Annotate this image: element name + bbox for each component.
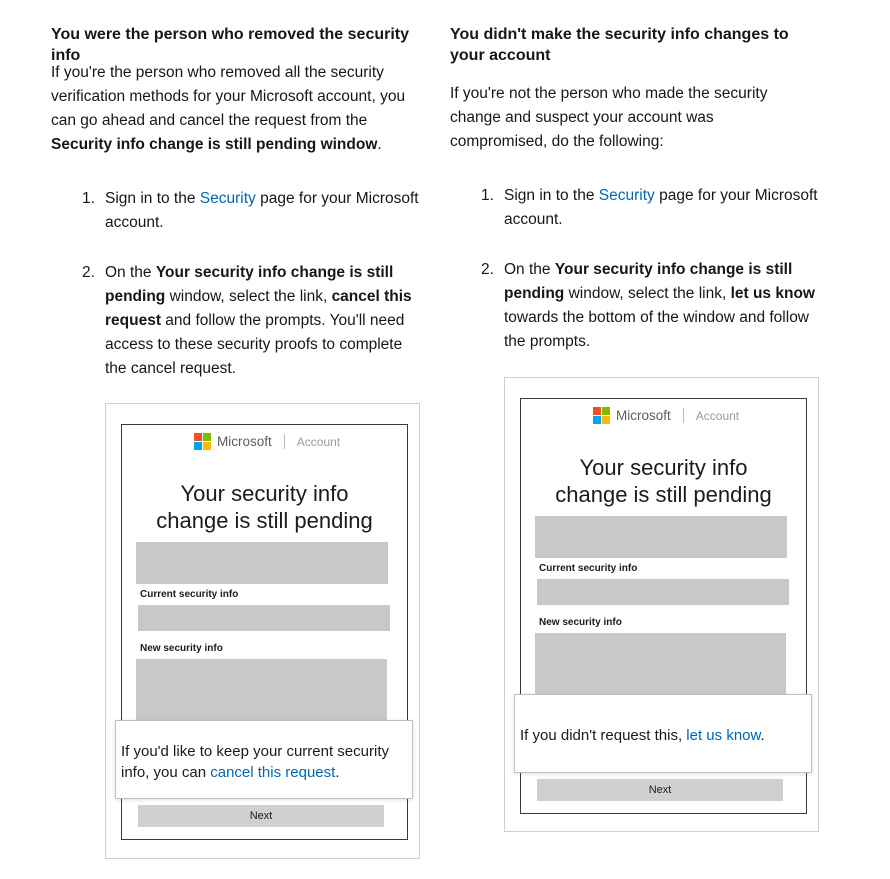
left-step-2-number: 2. — [82, 264, 95, 281]
left-current-label: Current security info — [140, 589, 239, 600]
left-brand-account: Account — [296, 434, 341, 449]
right-current-label: Current security info — [539, 563, 638, 574]
left-overlay-callout — [115, 720, 413, 799]
right-title-line-1: Your security info — [579, 455, 748, 480]
left-screenshot — [105, 403, 420, 859]
right-new-label: New security info — [539, 617, 622, 628]
right-intro: If you're not the person who made the security change and suspect your account was compromised, do the following: — [450, 85, 768, 150]
right-overlay-end: . — [760, 727, 765, 744]
right-step-2 — [450, 258, 822, 354]
left-new-field — [136, 659, 387, 723]
left-new-label: New security info — [140, 643, 223, 654]
right-overlay-text: If you didn't request this, — [520, 727, 687, 744]
right-screenshot — [504, 377, 819, 832]
left-step-2-t2: window, select the link, — [165, 288, 332, 305]
left-steps — [51, 187, 426, 381]
right-pending-title — [521, 454, 806, 508]
left-brand-name: Microsoft — [217, 434, 272, 449]
left-overlay-text: If you'd like to keep your current security info, you can — [121, 743, 389, 781]
right-security-link[interactable]: Security — [598, 187, 655, 204]
right-step-2-t1: On the — [504, 261, 555, 278]
left-intro — [51, 61, 421, 157]
right-step-2-number: 2. — [481, 261, 494, 278]
left-step-1-post: page for your Microsoft account. — [105, 190, 419, 231]
left-heading: You were the person who removed the security info — [51, 26, 410, 64]
left-step-2-t1: On the — [105, 264, 156, 281]
right-brand-separator — [683, 408, 684, 423]
right-heading: You didn't make the security info changes to your account — [450, 26, 789, 64]
right-step-2-t3: towards the bottom of the window and follow the prompts. — [504, 309, 810, 350]
right-overlay-callout — [514, 694, 812, 773]
left-title-line-1: Your security info — [180, 481, 349, 506]
microsoft-logo-icon — [593, 407, 610, 424]
left-brand-separator — [284, 434, 285, 449]
left-current-field — [138, 605, 390, 631]
right-step-2-b1: Your security info change is still pending — [504, 261, 793, 302]
left-step-1 — [51, 187, 426, 235]
right-step-1-post: page for your Microsoft account. — [504, 187, 818, 228]
right-new-field — [535, 633, 786, 697]
left-security-link[interactable]: Security — [199, 190, 256, 207]
microsoft-logo-icon — [194, 433, 211, 450]
left-intro-bold: Security info change is still pending window — [51, 136, 378, 153]
right-current-field — [537, 579, 789, 605]
left-title-line-2: change is still pending — [156, 508, 373, 533]
left-placeholder-block-1 — [136, 542, 388, 584]
left-step-1-number: 1. — [82, 190, 95, 207]
right-step-1 — [450, 184, 822, 232]
right-brand-name: Microsoft — [616, 408, 671, 423]
left-brand — [194, 433, 340, 450]
left-step-2-b1: Your security info change is still pending — [105, 264, 394, 305]
left-step-2-b2: cancel this request — [105, 288, 412, 329]
right-title-line-2: change is still pending — [555, 482, 772, 507]
right-step-1-number: 1. — [481, 187, 494, 204]
right-step-2-t2: window, select the link, — [564, 285, 731, 302]
right-step-1-pre: Sign in to the — [504, 187, 599, 204]
left-step-2-t3: and follow the prompts. You'll need access to these security proofs to complete the cancel request. — [105, 312, 405, 377]
left-overlay-end: . — [335, 764, 340, 781]
left-next-button[interactable]: Next — [138, 805, 384, 827]
right-step-2-b2: let us know — [730, 285, 815, 302]
right-placeholder-block-1 — [535, 516, 787, 558]
right-brand — [593, 407, 739, 424]
let-us-know-link[interactable]: let us know — [686, 727, 761, 744]
left-step-2 — [51, 261, 426, 381]
left-intro-text: If you're the person who removed all the security verification methods for your Microsoft account, you can go ahead and cancel the request from the — [51, 64, 406, 129]
right-steps — [450, 184, 830, 354]
right-brand-account: Account — [695, 408, 740, 423]
left-intro-end: . — [377, 136, 382, 153]
left-step-1-pre: Sign in to the — [105, 190, 200, 207]
right-next-button[interactable]: Next — [537, 779, 783, 801]
cancel-request-link[interactable]: cancel this request — [210, 764, 336, 781]
left-pending-title — [122, 480, 407, 534]
